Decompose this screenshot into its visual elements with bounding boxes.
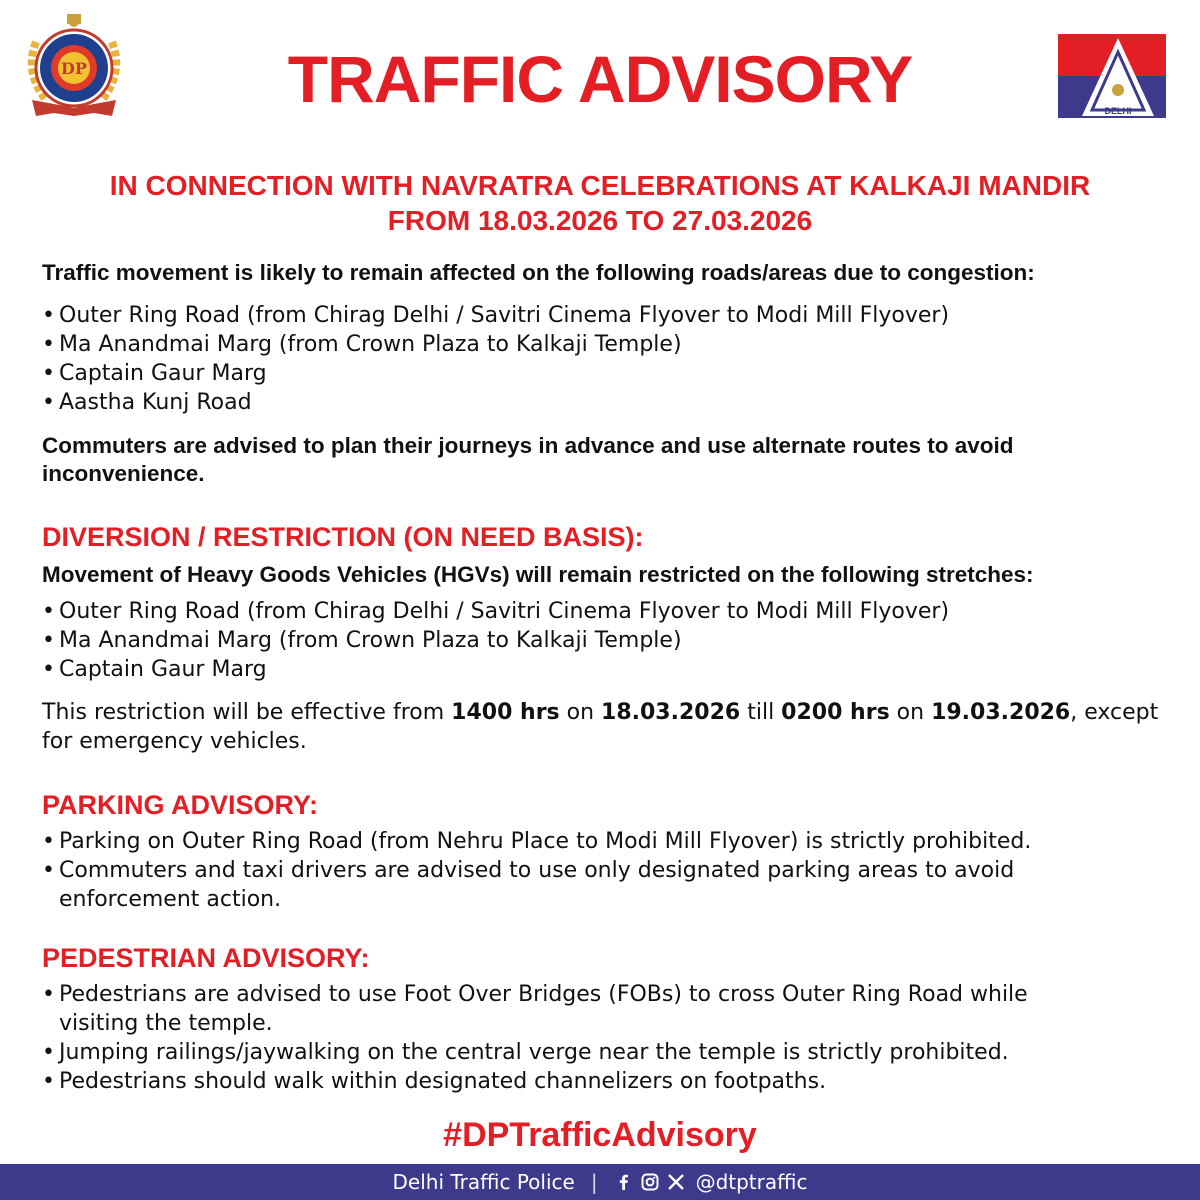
list-item: • Parking on Outer Ring Road (from Nehru Place to Modi Mill Flyover) is strictly prohibited. bbox=[42, 827, 1072, 856]
subtitle-line-1: IN CONNECTION WITH NAVRATRA CELEBRATIONS AT KALKAJI MANDIR bbox=[109, 170, 1091, 201]
timing-text: This restriction will be effective from bbox=[42, 700, 452, 725]
facebook-icon[interactable] bbox=[614, 1172, 634, 1192]
commuter-advice: Commuters are advised to plan their journeys in advance and use alternate routes to avoid inconvenience. bbox=[42, 433, 1014, 486]
diversion-lead: Movement of Heavy Goods Vehicles (HGVs) will remain restricted on the following stretches: bbox=[42, 562, 1034, 587]
congestion-lead: Traffic movement is likely to remain affected on the following roads/areas due to congestion: bbox=[42, 260, 1035, 285]
restriction-timing bbox=[42, 698, 1162, 756]
svg-text:DELHI: DELHI bbox=[1104, 106, 1132, 116]
pedestrian-list bbox=[42, 980, 1072, 1096]
subtitle-line-2: FROM 18.03.2026 TO 27.03.2026 bbox=[387, 205, 813, 236]
footer-separator: | bbox=[590, 1170, 598, 1194]
diversion-heading: DIVERSION / RESTRICTION (ON NEED BASIS): bbox=[42, 522, 644, 552]
list-item: • Jumping railings/jaywalking on the central verge near the temple is strictly prohibited. bbox=[42, 1038, 1072, 1067]
end-time: 0200 hrs bbox=[781, 700, 890, 725]
diversion-list bbox=[42, 597, 1162, 684]
list-item: • Commuters and taxi drivers are advised to use only designated parking areas to avoid enforcement action. bbox=[42, 856, 1072, 914]
list-item: • Pedestrians should walk within designated channelizers on footpaths. bbox=[42, 1067, 1072, 1096]
start-time: 1400 hrs bbox=[451, 700, 560, 725]
timing-text: till bbox=[740, 700, 782, 725]
list-item: • Outer Ring Road (from Chirag Delhi / Savitri Cinema Flyover to Modi Mill Flyover) bbox=[42, 301, 1162, 330]
x-icon[interactable] bbox=[666, 1172, 686, 1192]
congestion-section bbox=[42, 259, 1162, 488]
footer-org: Delhi Traffic Police bbox=[392, 1170, 575, 1194]
event-subtitle bbox=[0, 168, 1200, 238]
traffic-police-logo bbox=[1058, 34, 1166, 118]
parking-section bbox=[42, 789, 1162, 914]
footer-bar bbox=[0, 1164, 1200, 1200]
list-item: • Pedestrians are advised to use Foot Over Bridges (FOBs) to cross Outer Ring Road while visiting the temple. bbox=[42, 980, 1072, 1038]
start-date: 18.03.2026 bbox=[601, 700, 741, 725]
diversion-section bbox=[42, 521, 1162, 756]
list-item: • Captain Gaur Marg bbox=[42, 655, 1162, 684]
list-item: • Aastha Kunj Road bbox=[42, 388, 1162, 417]
parking-list bbox=[42, 827, 1072, 914]
parking-heading: PARKING ADVISORY: bbox=[42, 790, 319, 820]
list-item: • Outer Ring Road (from Chirag Delhi / Savitri Cinema Flyover to Modi Mill Flyover) bbox=[42, 597, 1162, 626]
timing-text: on bbox=[559, 700, 602, 725]
footer-handle[interactable]: @dtptraffic bbox=[695, 1170, 808, 1194]
timing-text: , except for emergency vehicles. bbox=[42, 700, 1159, 754]
congestion-list bbox=[42, 301, 1162, 417]
pedestrian-section bbox=[42, 942, 1162, 1096]
svg-text:DP: DP bbox=[61, 59, 87, 78]
list-item: • Captain Gaur Marg bbox=[42, 359, 1162, 388]
pedestrian-heading: PEDESTRIAN ADVISORY: bbox=[42, 943, 370, 973]
timing-text: on bbox=[889, 700, 932, 725]
end-date: 19.03.2026 bbox=[931, 700, 1071, 725]
list-item: • Ma Anandmai Marg (from Crown Plaza to Kalkaji Temple) bbox=[42, 626, 1162, 655]
page-title: TRAFFIC ADVISORY bbox=[287, 42, 913, 116]
list-item: • Ma Anandmai Marg (from Crown Plaza to Kalkaji Temple) bbox=[42, 330, 1162, 359]
instagram-icon[interactable] bbox=[640, 1172, 660, 1192]
hashtag: #DPTrafficAdvisory bbox=[443, 1116, 757, 1154]
